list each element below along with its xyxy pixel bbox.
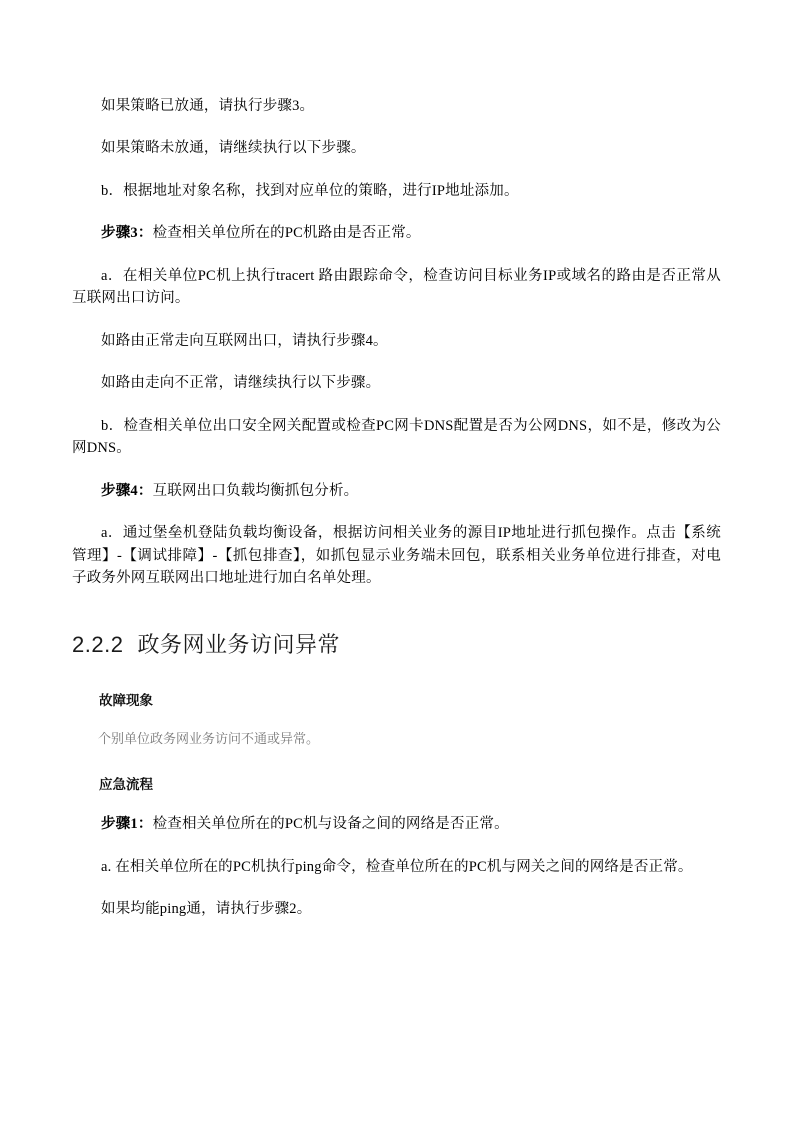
paragraph bbox=[72, 898, 721, 920]
paragraph-step-1 bbox=[72, 813, 721, 835]
paragraph bbox=[72, 265, 721, 310]
paragraph-text: a．通过堡垒机登陆负载均衡设备，根据访问相关业务的源目IP地址进行抓包操作。点击【系统管理】-【调试排障】-【抓包排查】，如抓包显示业务端未回包，联系相关业务单位进行排查，对电子政务外网互联网出口地址进行加白名单处理。 bbox=[72, 525, 721, 587]
paragraph-text: 互联网出口负载均衡抓包分析。 bbox=[152, 482, 359, 499]
document-body bbox=[72, 95, 721, 921]
step-label: 步骤4： bbox=[101, 482, 153, 499]
paragraph-text: 如果策略已放通，请执行步骤3。 bbox=[101, 98, 315, 114]
paragraph bbox=[72, 137, 721, 159]
fault-phenomenon-note: 个别单位政务网业务访问不通或异常。 bbox=[98, 730, 320, 746]
paragraph-text: a. 在相关单位所在的PC机执行ping命令，检查单位所在的PC机与网关之间的网络是否正常。 bbox=[101, 858, 693, 875]
section-number: 2.2.2 bbox=[72, 631, 124, 657]
paragraph bbox=[72, 372, 721, 394]
step-label: 步骤3： bbox=[101, 225, 153, 242]
section-heading bbox=[72, 628, 721, 659]
paragraph bbox=[72, 95, 721, 117]
paragraph-text: 如路由正常走向互联网出口，请执行步骤4。 bbox=[101, 332, 388, 349]
section-title: 政务网业务访问异常 bbox=[137, 631, 340, 657]
paragraph bbox=[72, 330, 721, 352]
paragraph bbox=[72, 522, 721, 589]
paragraph bbox=[72, 856, 721, 878]
paragraph-text: b．检查相关单位出口安全网关配置或检查PC网卡DNS配置是否为公网DNS，如不是，修改为公网DNS。 bbox=[72, 417, 721, 457]
paragraph bbox=[72, 415, 721, 460]
paragraph-text: 如路由走向不正常，请继续执行以下步骤。 bbox=[101, 375, 381, 392]
paragraph-text: 如果均能ping通，请执行步骤2。 bbox=[101, 901, 312, 918]
step-label: 步骤1： bbox=[101, 816, 153, 833]
paragraph-text: 检查相关单位所在的PC机与设备之间的网络是否正常。 bbox=[152, 816, 509, 833]
subheading-emergency-process: 应急流程 bbox=[99, 777, 153, 793]
paragraph-text: a．在相关单位PC机上执行tracert 路由跟踪命令，检查访问目标业务IP或域名的路由是否正常从互联网出口访问。 bbox=[72, 267, 721, 307]
paragraph-step-4 bbox=[72, 480, 721, 502]
paragraph-text: b．根据地址对象名称，找到对应单位的策略，进行IP地址添加。 bbox=[101, 182, 519, 199]
paragraph-step-3 bbox=[72, 222, 721, 244]
subheading-fault-phenomenon: 故障现象 bbox=[99, 692, 153, 708]
paragraph-text: 检查相关单位所在的PC机路由是否正常。 bbox=[152, 225, 421, 242]
paragraph bbox=[72, 180, 721, 202]
paragraph-text: 如果策略未放通，请继续执行以下步骤。 bbox=[101, 140, 366, 157]
